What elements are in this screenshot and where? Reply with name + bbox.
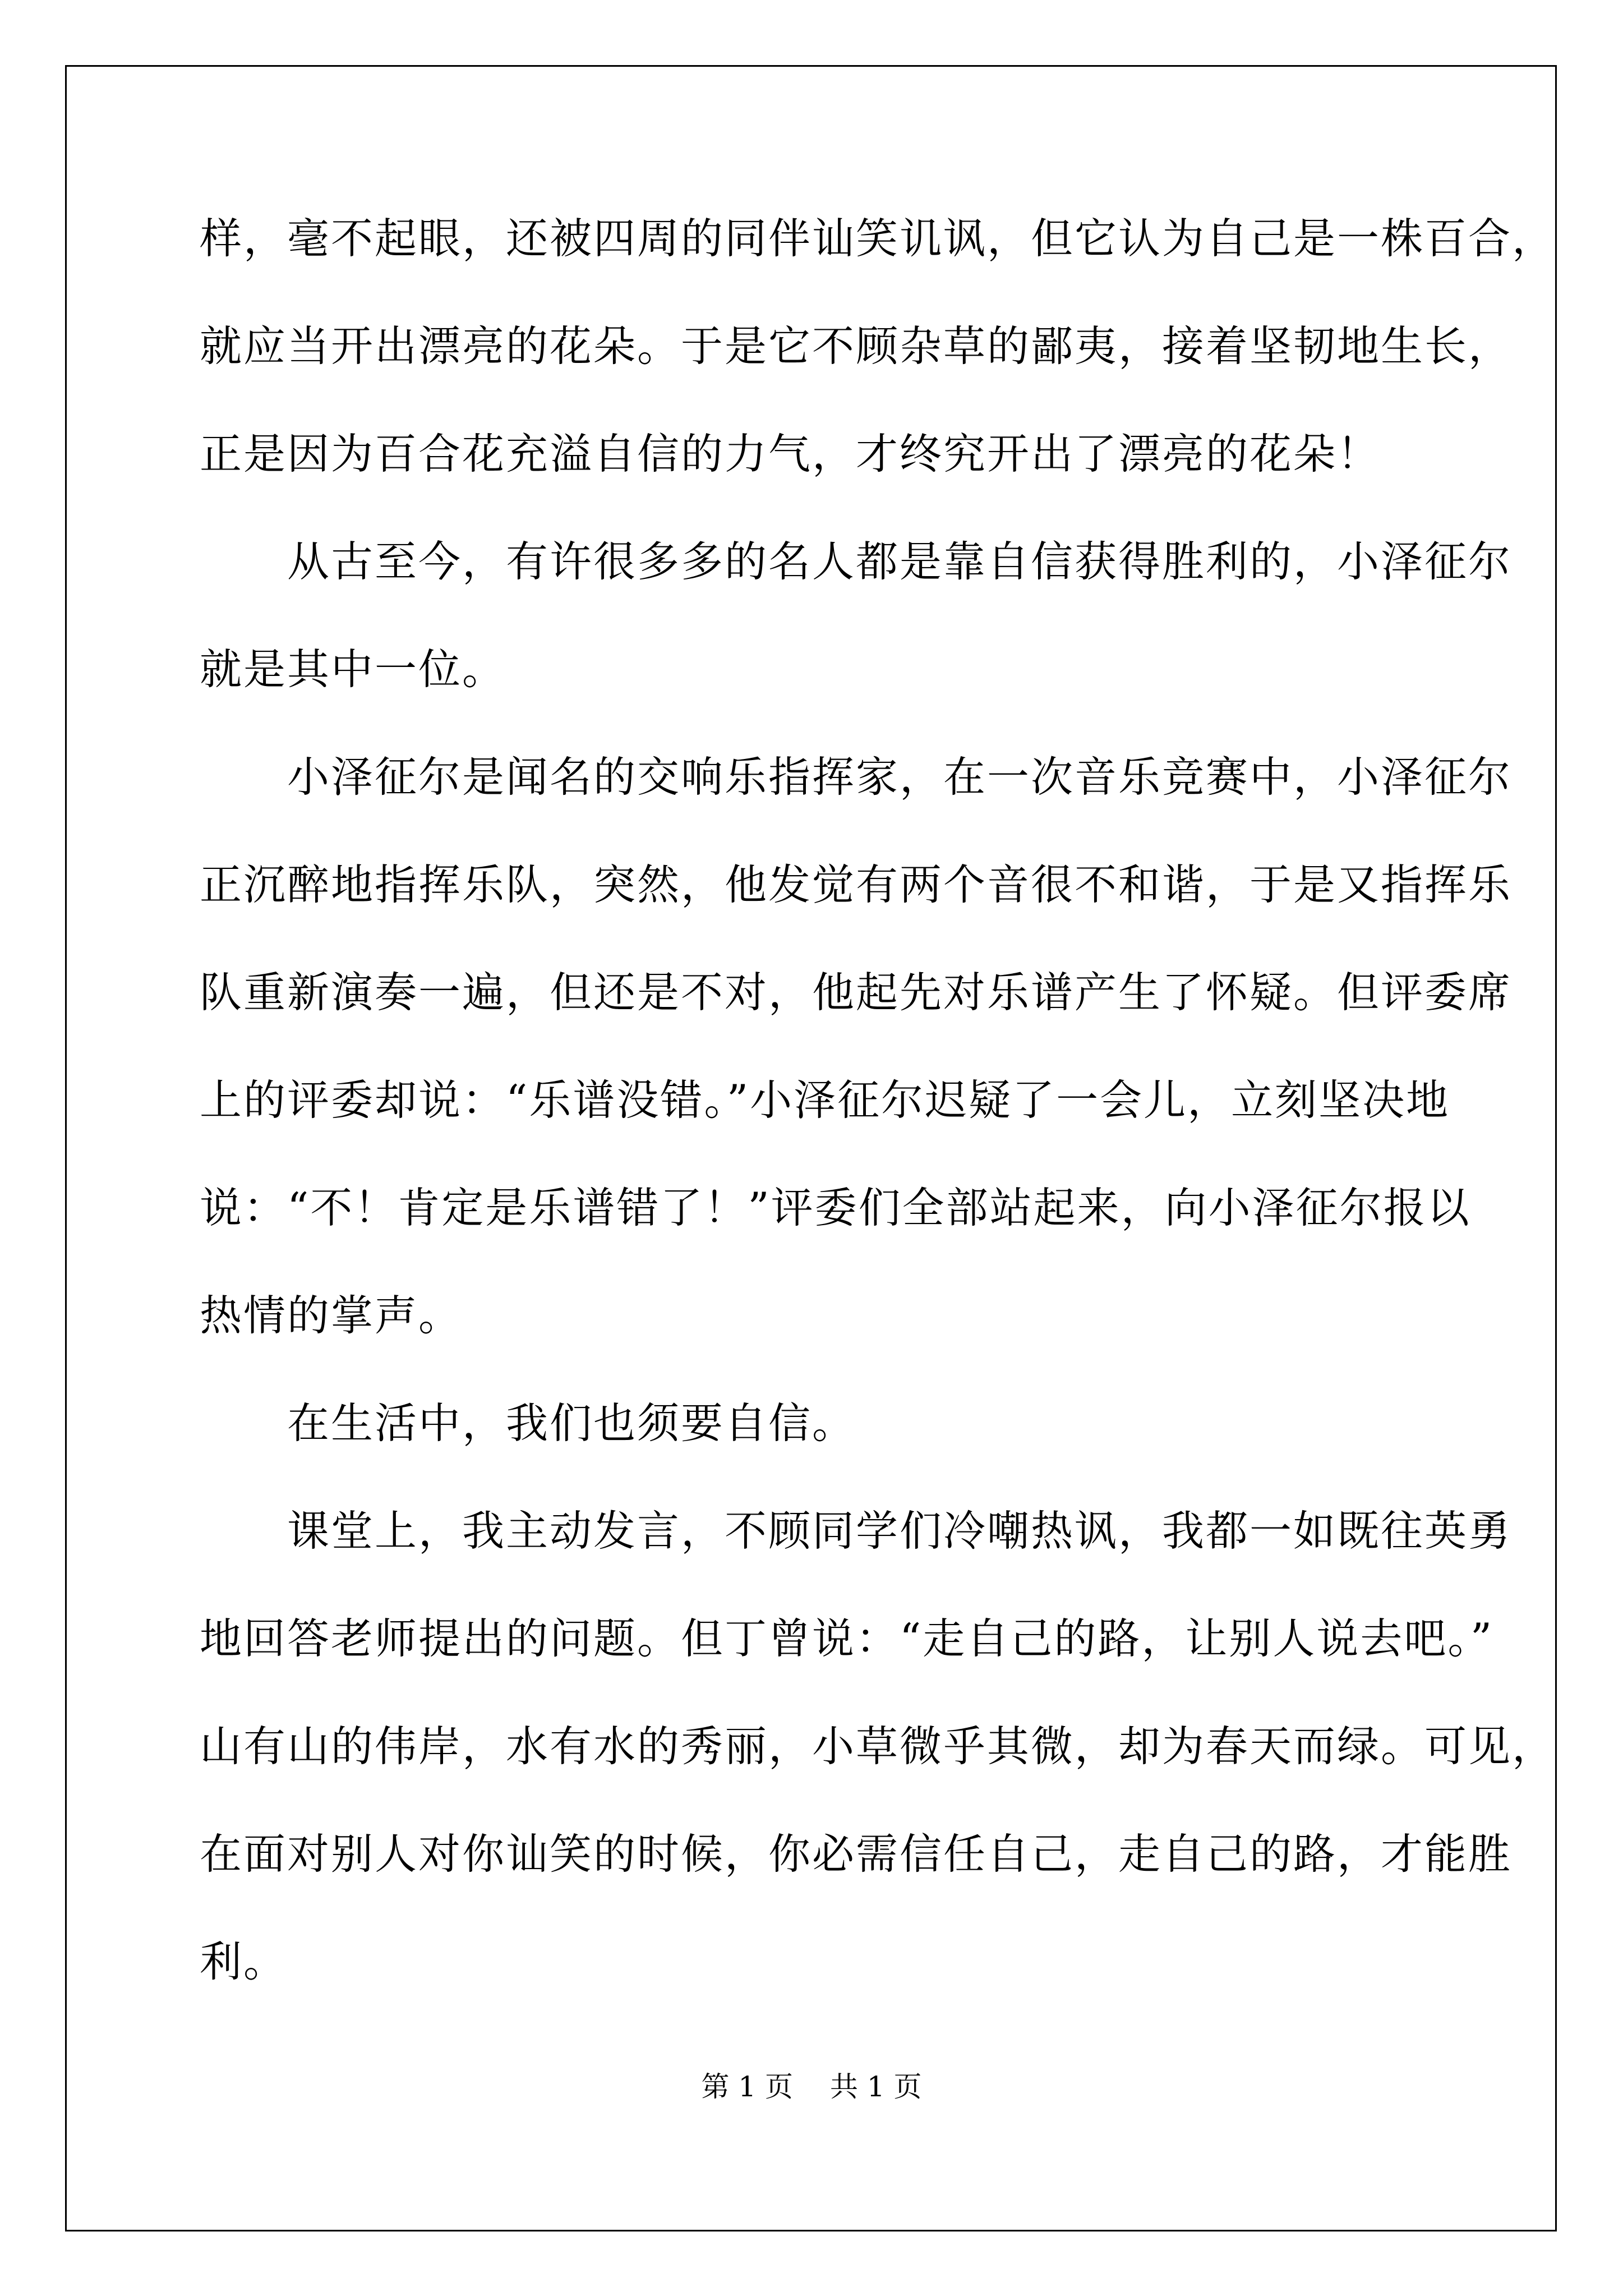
page-number-footer: 第 1 页 共 1 页 <box>701 2070 922 2103</box>
text-line: 队重新演奏一遍，但还是不对，他起先对乐谱产生了怀疑。但评委席 <box>200 968 1513 1017</box>
text-line: 上的评委却说：“乐谱没错。”小泽征尔迟疑了一会儿，立刻坚决地 <box>200 1075 1450 1125</box>
text-line: 正沉醉地指挥乐队，突然，他发觉有两个音很不和谐，于是又指挥乐 <box>200 860 1513 909</box>
text-line: 就是其中一位。 <box>200 645 506 694</box>
text-line: 就应当开出漂亮的花朵。于是它不顾杂草的鄙夷，接着坚韧地生长， <box>200 321 1513 371</box>
text-line: 从古至今，有许很多多的名人都是靠自信获得胜利的，小泽征尔 <box>200 537 1513 586</box>
text-line: 样，毫不起眼，还被四周的同伴讪笑讥讽，但它认为自己是一株百合， <box>200 214 1556 263</box>
text-line: 说：“不！肯定是乐谱错了！”评委们全部站起来，向小泽征尔报以 <box>200 1183 1471 1232</box>
text-line: 在面对别人对你讪笑的时候，你必需信任自己，走自己的路，才能胜 <box>200 1829 1513 1879</box>
text-line: 热情的掌声。 <box>200 1291 463 1340</box>
text-line: 正是因为百合花充溢自信的力气，才终究开出了漂亮的花朵！ <box>200 429 1381 478</box>
text-line: 小泽征尔是闻名的交响乐指挥家，在一次音乐竞赛中，小泽征尔 <box>200 752 1513 802</box>
text-line: 地回答老师提出的问题。但丁曾说：“走自己的路，让别人说去吧。” <box>200 1614 1494 1663</box>
text-line: 课堂上，我主动发言，不顾同学们冷嘲热讽，我都一如既往英勇 <box>200 1506 1513 1556</box>
text-line: 山有山的伟岸，水有水的秀丽，小草微乎其微，却为春天而绿。可见， <box>200 1722 1556 1771</box>
text-line: 利。 <box>200 1937 288 1986</box>
text-line: 在生活中，我们也须要自信。 <box>200 1398 856 1448</box>
document-body <box>200 210 1556 2041</box>
